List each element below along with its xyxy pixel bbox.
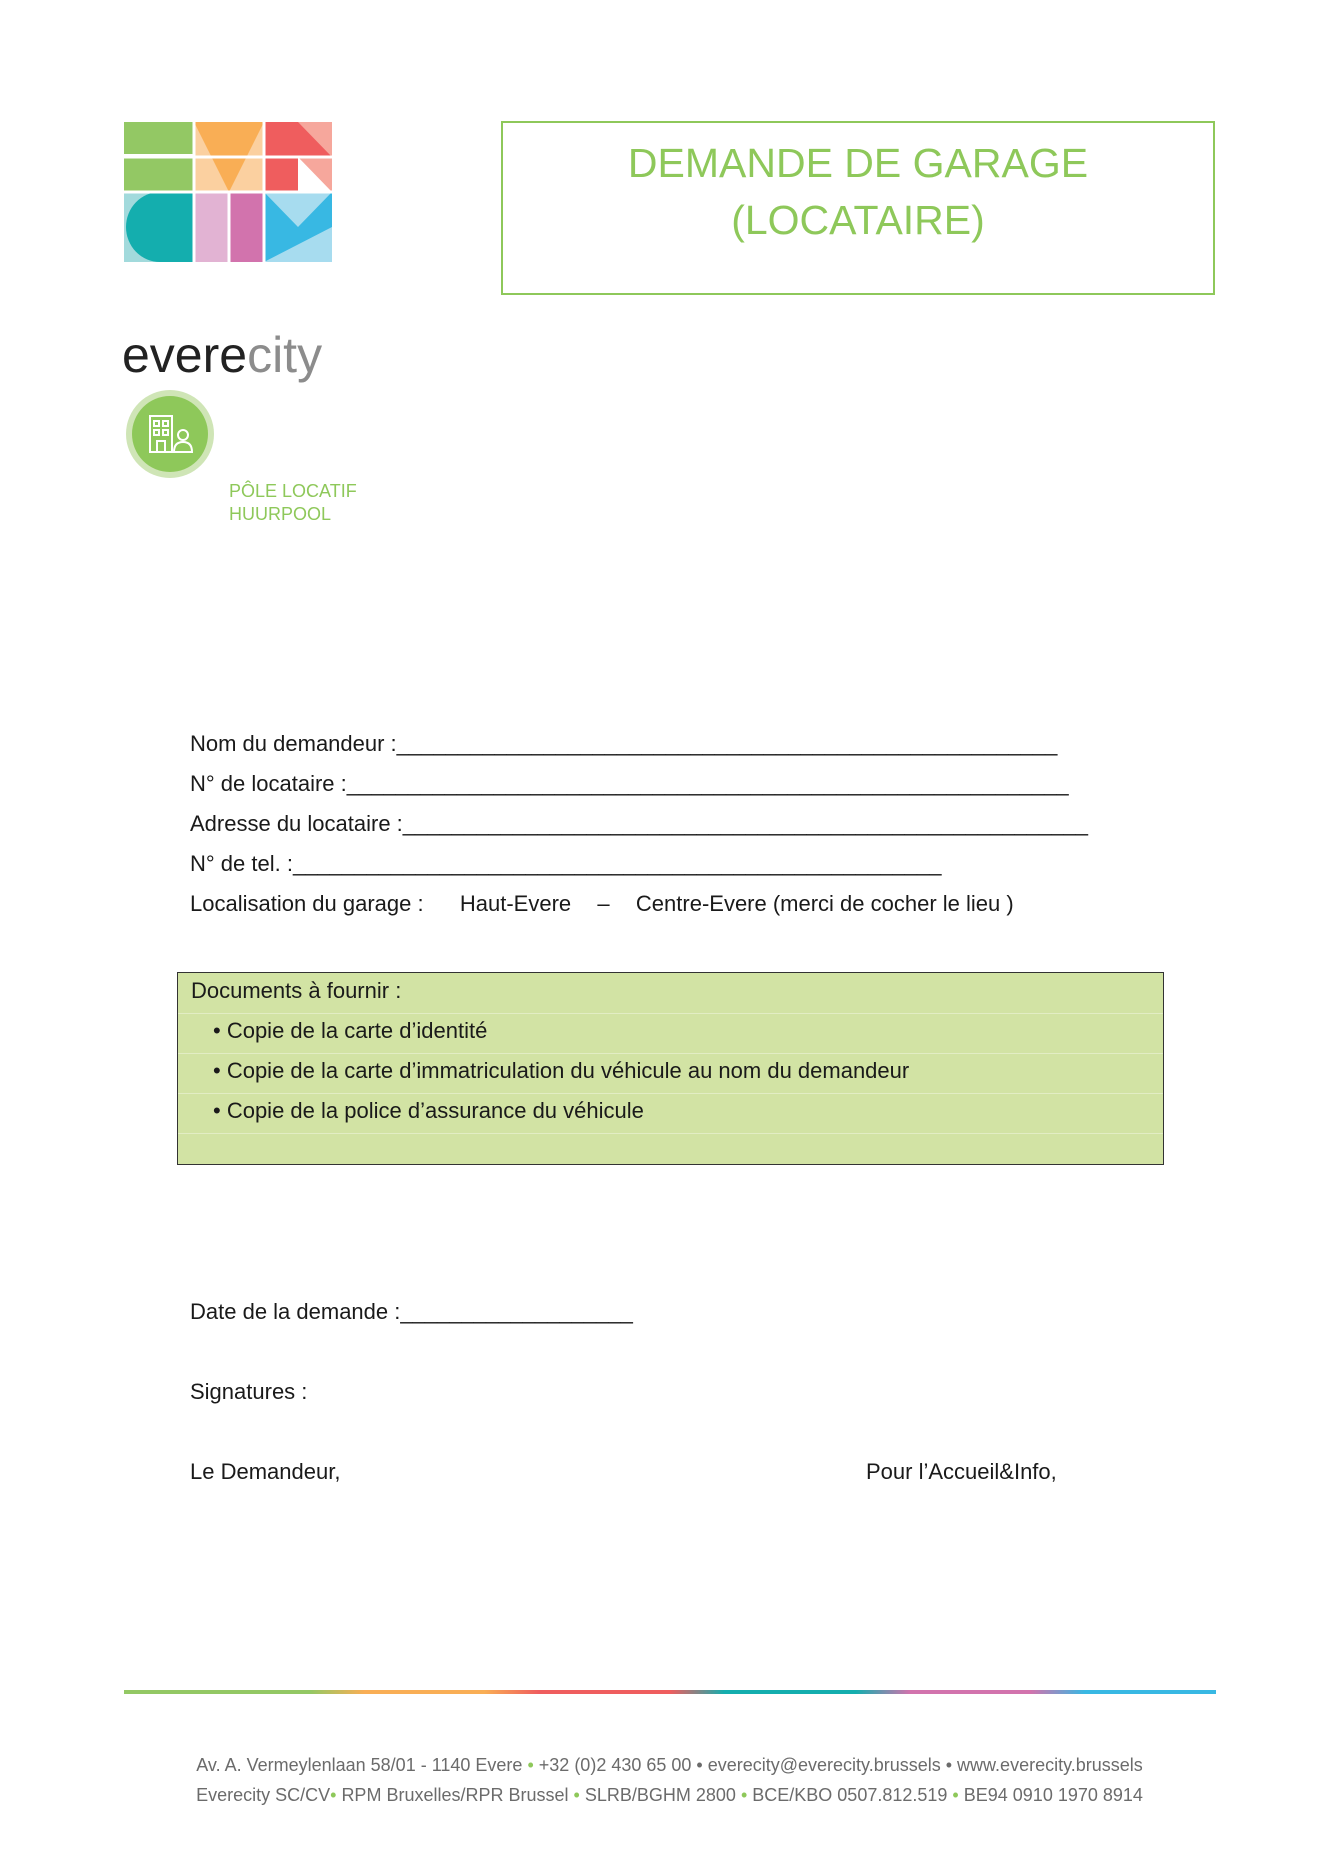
footer-email[interactable]: everecity@everecity.brussels: [707, 1755, 941, 1775]
title-line-1: DEMANDE DE GARAGE: [627, 140, 1089, 186]
list-item: • Copie de la carte d’identité: [213, 1018, 488, 1043]
document-item-1: Copie de la carte d’identité: [226, 1018, 488, 1043]
document-item-3: Copie de la police d’assurance du véhicule: [226, 1098, 644, 1123]
accueil-label: Pour l’Accueil&Info,: [866, 1459, 1057, 1484]
field-telephone[interactable]: N° de tel. :_____________________________________________________: [190, 851, 942, 876]
field-date-demande[interactable]: Date de la demande :___________________: [190, 1299, 633, 1324]
signatures-label: Signatures :: [190, 1379, 308, 1404]
option-haut-evere[interactable]: Haut-Evere: [459, 891, 572, 916]
pole-line-1: PÔLE LOCATIF: [229, 481, 357, 501]
pole-label: [229, 480, 357, 526]
field-localisation: [190, 890, 1014, 918]
document-title: [503, 135, 1213, 249]
footer-website[interactable]: www.everecity.brussels: [957, 1755, 1143, 1775]
documents-box: [177, 972, 1164, 1165]
list-item: • Copie de la police d’assurance du véhicule: [213, 1098, 644, 1123]
localisation-label: Localisation du garage :: [190, 891, 424, 916]
field-numero-locataire[interactable]: N° de locataire :___________________________________________________________: [190, 771, 1069, 796]
footer-phone: +32 (0)2 430 65 00: [538, 1755, 692, 1775]
brand-part-2: city: [247, 327, 323, 383]
demandeur-label: Le Demandeur,: [190, 1459, 341, 1484]
list-item: • Copie de la carte d’immatriculation du véhicule au nom du demandeur: [213, 1058, 910, 1083]
footer-line-2: Everecity SC/CV• RPM Bruxelles/RPR Brussel • SLRB/BGHM 2800 • BCE/KBO 0507.812.519 • BE94 0910 1970 8914: [196, 1785, 1143, 1805]
field-nom-demandeur[interactable]: Nom du demandeur :______________________________________________________: [190, 731, 1058, 756]
footer-line-1: Av. A. Vermeylenlaan 58/01 - 1140 Evere • +32 (0)2 430 65 00 • everecity@everecity.brussels • www.everecity.brussels: [196, 1755, 1143, 1775]
document-item-2: Copie de la carte d’immatriculation du véhicule au nom du demandeur: [226, 1058, 910, 1083]
footer-address: Av. A. Vermeylenlaan 58/01 - 1140 Evere: [196, 1755, 523, 1775]
footer-color-bar: [124, 1690, 1216, 1694]
footer-iban: BE94 0910 1970 8914: [963, 1785, 1143, 1805]
documents-heading: Documents à fournir :: [191, 978, 402, 1003]
building-person-icon: [124, 388, 216, 480]
everecity-logo-mosaic: [124, 122, 332, 262]
option-centre-evere[interactable]: Centre-Evere (merci de cocher le lieu ): [635, 891, 1014, 916]
field-adresse-locataire[interactable]: Adresse du locataire :________________________________________________________: [190, 811, 1088, 836]
brand-part-1: evere: [122, 327, 248, 383]
brand-name: [122, 327, 323, 383]
footer-rpm: RPM Bruxelles/RPR Brussel: [341, 1785, 569, 1805]
pole-line-2: HUURPOOL: [229, 504, 332, 524]
footer-company: Everecity SC/CV: [196, 1785, 331, 1805]
option-separator: –: [597, 891, 610, 916]
title-line-2: (LOCATAIRE): [731, 197, 985, 243]
footer-slrb: SLRB/BGHM 2800: [584, 1785, 736, 1805]
title-box: [501, 121, 1215, 295]
footer-bce: BCE/KBO 0507.812.519: [752, 1785, 948, 1805]
